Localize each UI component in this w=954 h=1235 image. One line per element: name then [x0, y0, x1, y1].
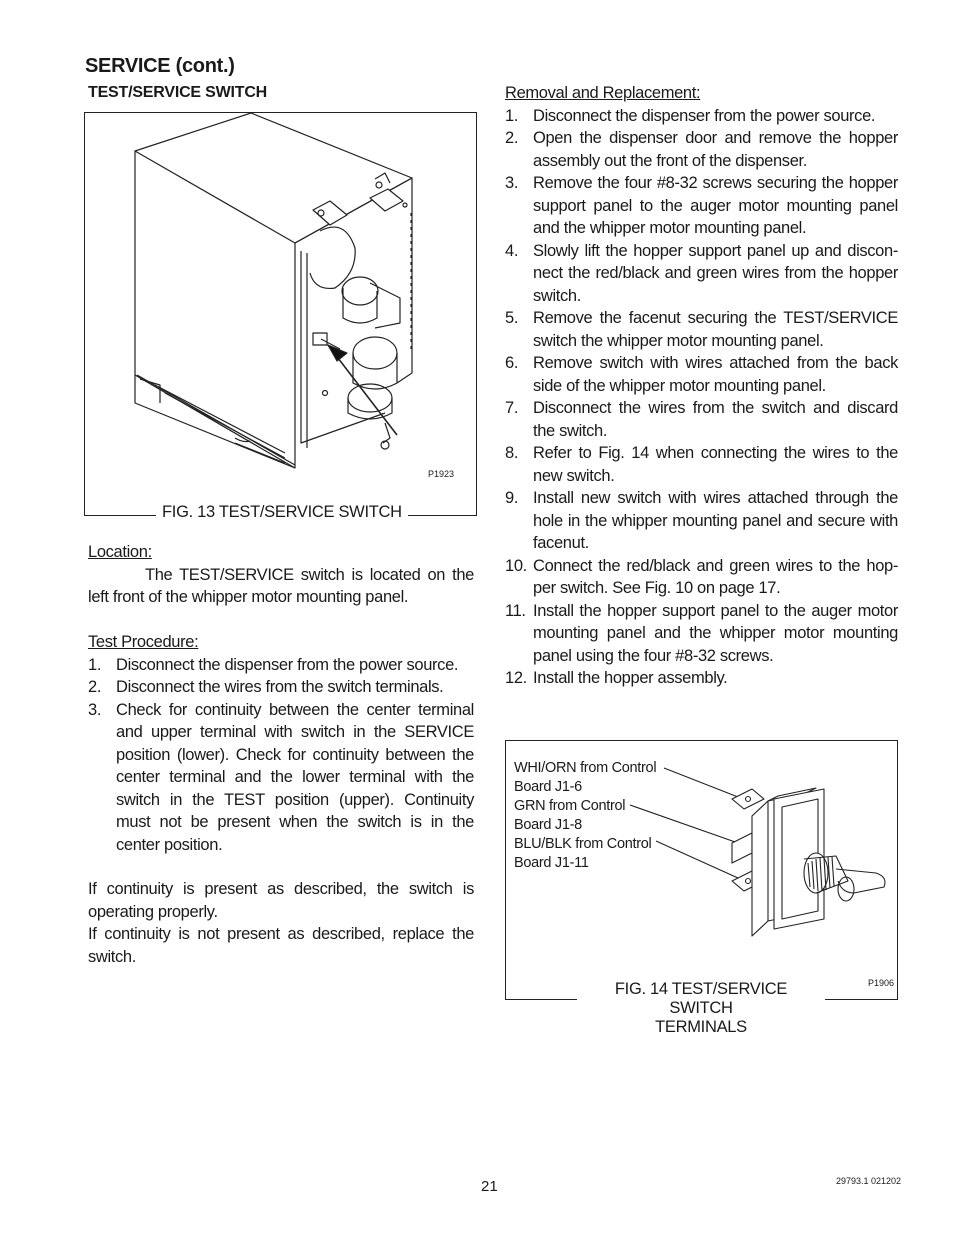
- location-section: [88, 541, 474, 609]
- dispenser-illustration: [85, 113, 476, 515]
- result-absent-text: If continuity is not present as described, replace the switch.: [88, 925, 474, 966]
- list-item: 6. Remove switch with wires attached from the back side of the whipper motor mounting panel.: [505, 354, 898, 395]
- list-item: 1. Disconnect the dispenser from the power source.: [505, 106, 876, 125]
- result-present-text: If continuity is present as described, the switch is operating properly.: [88, 880, 474, 921]
- list-item: 9. Install new switch with wires attached through the hole in the whipper mounting panel and secure with facenut.: [505, 489, 898, 552]
- figure-13-part-number: P1923: [428, 469, 455, 479]
- test-procedure-heading: Test Procedure:: [88, 633, 199, 651]
- list-item: 5. Remove the facenut securing the TEST/SERVICE switch the whipper motor mounting panel.: [505, 309, 898, 350]
- wire-label: BLU/BLK from Control: [514, 836, 652, 852]
- removal-heading: Removal and Replacement:: [505, 84, 701, 102]
- list-item: 3. Check for continuity between the center terminal and upper terminal with switch in the SERVICE position (lower). Check for continuity between the center terminal and the lower terminal with the switch in the TEST position (upper). Continuity must not be present when the switch is in the center position.: [88, 700, 474, 854]
- subsection-title: TEST/SERVICE SWITCH: [88, 84, 268, 101]
- figure-13-caption: FIG. 13 TEST/SERVICE SWITCH: [156, 503, 408, 522]
- wire-label: WHI/ORN from Control: [514, 760, 657, 776]
- page-number: 21: [481, 1178, 498, 1195]
- list-item: 1. Disconnect the dispenser from the power source.: [88, 655, 459, 674]
- figure-14-caption-line2: TERMINALS: [655, 1018, 747, 1036]
- wire-label: Board J1-8: [514, 817, 582, 833]
- section-title: SERVICE (cont.): [85, 55, 235, 77]
- list-item: 4. Slowly lift the hopper support panel up and discon-nect the red/black and green wires from the hopper switch.: [505, 241, 898, 305]
- list-item: 10. Connect the red/black and green wires to the hop-per switch. See Fig. 10 on page 17.: [505, 556, 898, 597]
- list-item: 3. Remove the four #8-32 screws securing the hopper support panel to the auger motor mounting panel and the whipper motor mounting panel.: [505, 174, 898, 237]
- list-item: 11. Install the hopper support panel to the auger motor mounting panel and the whipper motor mounting panel using the four #8-32 screws.: [505, 601, 898, 665]
- wire-label: GRN from Control: [514, 798, 626, 814]
- figure-13-frame: [84, 112, 477, 516]
- wire-label: Board J1-11: [514, 855, 589, 871]
- list-item: 7. Disconnect the wires from the switch and discard the switch.: [505, 399, 898, 440]
- list-item: 12. Install the hopper assembly.: [505, 669, 728, 687]
- removal-list: [505, 105, 898, 690]
- figure-14-frame: [505, 740, 898, 1000]
- figure-14-caption-line1: FIG. 14 TEST/SERVICE SWITCH: [614, 980, 788, 1017]
- document-code: 29793.1 021202: [836, 1176, 902, 1186]
- wire-label: Board J1-6: [514, 779, 582, 795]
- list-item: 2. Open the dispenser door and remove the hopper assembly out the front of the dispenser.: [505, 129, 898, 170]
- figure-14-part-number: P1906: [868, 978, 895, 988]
- location-text: The TEST/SERVICE switch is located on the left front of the whipper motor mounting panel.: [88, 565, 474, 606]
- test-procedure-section: [88, 631, 474, 968]
- list-item: 8. Refer to Fig. 14 when connecting the wires to the new switch.: [505, 444, 898, 485]
- list-item: 2. Disconnect the wires from the switch terminals.: [88, 678, 444, 696]
- location-heading: Location:: [88, 543, 152, 561]
- removal-section: [505, 82, 898, 690]
- test-procedure-list: [88, 654, 474, 857]
- figure-14-caption: [577, 980, 825, 1037]
- toggle-switch-illustration: [506, 741, 897, 999]
